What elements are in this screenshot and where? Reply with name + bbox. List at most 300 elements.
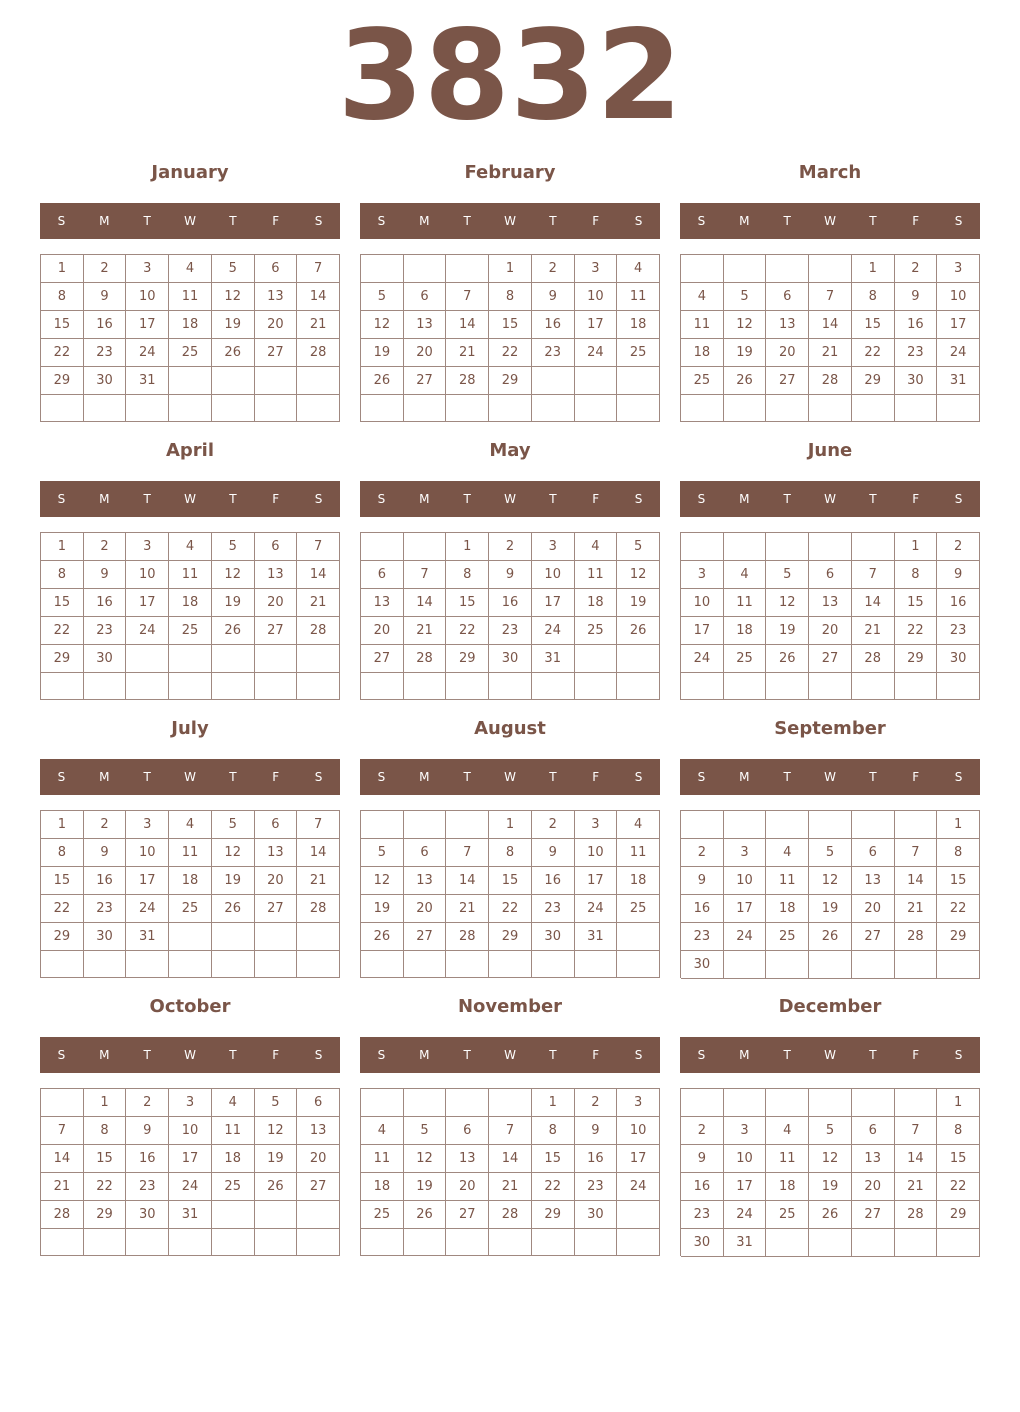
day-cell: 27 [809, 645, 852, 673]
day-cell: 27 [446, 1201, 489, 1229]
weekday-label: S [697, 214, 706, 228]
day-cell: 20 [766, 339, 809, 367]
day-cell: 24 [724, 1201, 767, 1229]
empty-day-cell [575, 951, 618, 978]
weekday-label: F [272, 1048, 280, 1062]
day-cell: 3 [169, 1089, 212, 1117]
day-cell: 12 [361, 867, 404, 895]
day-cell: 7 [446, 839, 489, 867]
day-cell: 14 [895, 1145, 938, 1173]
empty-day-cell [724, 951, 767, 979]
empty-day-cell [41, 951, 84, 978]
day-cell: 7 [489, 1117, 532, 1145]
month-name: June [807, 440, 853, 461]
weekday-header [360, 203, 660, 239]
day-cell: 18 [575, 589, 618, 617]
day-cell: 10 [169, 1117, 212, 1145]
day-cell: 21 [446, 895, 489, 923]
day-cell: 13 [766, 311, 809, 339]
day-cell: 23 [489, 617, 532, 645]
day-cell: 30 [937, 645, 980, 673]
weekday-label: M [739, 492, 750, 506]
day-cell: 29 [41, 923, 84, 951]
day-cell: 22 [41, 895, 84, 923]
day-cell: 14 [895, 867, 938, 895]
weekday-label: S [697, 492, 706, 506]
empty-day-cell [532, 367, 575, 395]
day-grid [680, 1088, 980, 1256]
empty-day-cell [41, 1089, 84, 1117]
day-cell: 8 [84, 1117, 127, 1145]
day-cell: 9 [575, 1117, 618, 1145]
month-name: July [171, 718, 209, 739]
weekday-header [360, 1037, 660, 1073]
day-cell: 21 [895, 1173, 938, 1201]
empty-day-cell [446, 951, 489, 978]
day-cell: 27 [297, 1173, 340, 1201]
day-cell: 12 [617, 561, 660, 589]
empty-day-cell [446, 673, 489, 700]
day-cell: 26 [809, 923, 852, 951]
day-cell: 5 [361, 839, 404, 867]
weekday-label: T [463, 770, 471, 784]
day-cell: 17 [126, 311, 169, 339]
day-cell: 30 [84, 367, 127, 395]
weekday-label: S [57, 1048, 66, 1062]
empty-day-cell [169, 395, 212, 422]
empty-day-cell [681, 533, 724, 561]
empty-day-cell [297, 395, 340, 422]
day-grid [680, 810, 980, 978]
day-cell: 12 [361, 311, 404, 339]
weekday-label: T [229, 214, 237, 228]
weekday-header [40, 481, 340, 517]
weekday-label: T [463, 214, 471, 228]
day-cell: 14 [297, 839, 340, 867]
empty-day-cell [852, 395, 895, 422]
weekday-label: S [377, 770, 386, 784]
day-cell: 4 [169, 811, 212, 839]
day-cell: 20 [404, 339, 447, 367]
day-cell: 19 [361, 895, 404, 923]
day-cell: 12 [766, 589, 809, 617]
weekday-label: F [912, 492, 920, 506]
day-cell: 13 [255, 561, 298, 589]
day-cell: 8 [937, 839, 980, 867]
day-cell: 29 [41, 367, 84, 395]
day-cell: 1 [895, 533, 938, 561]
weekday-label: W [184, 770, 196, 784]
weekday-header [40, 759, 340, 795]
weekday-label: W [824, 492, 836, 506]
day-cell: 15 [489, 311, 532, 339]
day-cell: 27 [255, 617, 298, 645]
empty-day-cell [895, 673, 938, 700]
day-cell: 9 [84, 283, 127, 311]
day-cell: 13 [255, 839, 298, 867]
empty-day-cell [297, 1201, 340, 1229]
day-cell: 19 [809, 895, 852, 923]
month-name: December [778, 996, 882, 1017]
empty-day-cell [617, 645, 660, 673]
day-cell: 22 [489, 895, 532, 923]
day-cell: 2 [681, 839, 724, 867]
empty-day-cell [489, 1229, 532, 1256]
day-cell: 17 [681, 617, 724, 645]
day-cell: 7 [41, 1117, 84, 1145]
day-cell: 1 [41, 811, 84, 839]
day-grid [680, 254, 980, 422]
day-cell: 18 [169, 311, 212, 339]
day-cell: 8 [41, 283, 84, 311]
empty-day-cell [489, 673, 532, 700]
day-cell: 27 [255, 895, 298, 923]
day-cell: 22 [937, 1173, 980, 1201]
empty-day-cell [766, 1229, 809, 1257]
empty-day-cell [724, 533, 767, 561]
empty-day-cell [126, 645, 169, 673]
empty-day-cell [937, 1229, 980, 1257]
day-cell: 7 [852, 561, 895, 589]
day-cell: 14 [489, 1145, 532, 1173]
empty-day-cell [126, 1229, 169, 1256]
empty-day-cell [724, 255, 767, 283]
empty-day-cell [532, 951, 575, 978]
day-cell: 22 [852, 339, 895, 367]
day-cell: 13 [297, 1117, 340, 1145]
day-cell: 2 [937, 533, 980, 561]
weekday-label: S [314, 770, 323, 784]
day-cell: 4 [681, 283, 724, 311]
day-cell: 6 [809, 561, 852, 589]
day-cell: 25 [617, 895, 660, 923]
weekday-label: M [419, 1048, 430, 1062]
day-cell: 13 [809, 589, 852, 617]
month-name: November [457, 996, 563, 1017]
day-cell: 17 [724, 895, 767, 923]
day-cell: 28 [297, 339, 340, 367]
weekday-label: T [143, 492, 151, 506]
year-title: 3832 [337, 4, 683, 148]
empty-day-cell [617, 673, 660, 700]
empty-day-cell [937, 395, 980, 422]
day-cell: 24 [532, 617, 575, 645]
day-cell: 28 [895, 1201, 938, 1229]
day-cell: 16 [532, 867, 575, 895]
day-cell: 2 [575, 1089, 618, 1117]
empty-day-cell [895, 951, 938, 979]
empty-day-cell [617, 1229, 660, 1256]
empty-day-cell [575, 367, 618, 395]
empty-day-cell [681, 673, 724, 700]
empty-day-cell [169, 645, 212, 673]
day-cell: 25 [766, 1201, 809, 1229]
day-cell: 1 [489, 811, 532, 839]
day-cell: 30 [126, 1201, 169, 1229]
day-cell: 18 [361, 1173, 404, 1201]
weekday-label: M [99, 214, 110, 228]
day-cell: 24 [126, 339, 169, 367]
day-cell: 11 [617, 283, 660, 311]
empty-day-cell [617, 367, 660, 395]
weekday-label: S [57, 770, 66, 784]
day-cell: 1 [489, 255, 532, 283]
weekday-label: T [549, 770, 557, 784]
empty-day-cell [404, 1229, 447, 1256]
weekday-label: S [634, 770, 643, 784]
empty-day-cell [937, 673, 980, 700]
empty-day-cell [404, 951, 447, 978]
day-cell: 11 [617, 839, 660, 867]
day-cell: 1 [852, 255, 895, 283]
day-cell: 13 [446, 1145, 489, 1173]
weekday-label: W [504, 214, 516, 228]
day-cell: 8 [489, 283, 532, 311]
empty-day-cell [617, 1201, 660, 1229]
empty-day-cell [361, 951, 404, 978]
day-cell: 23 [84, 339, 127, 367]
day-cell: 1 [937, 1089, 980, 1117]
day-cell: 30 [681, 951, 724, 979]
empty-day-cell [489, 395, 532, 422]
day-cell: 17 [575, 311, 618, 339]
empty-day-cell [532, 673, 575, 700]
weekday-header [360, 481, 660, 517]
day-cell: 21 [297, 311, 340, 339]
day-cell: 9 [532, 839, 575, 867]
weekday-label: F [592, 770, 600, 784]
day-cell: 16 [681, 1173, 724, 1201]
day-cell: 7 [895, 839, 938, 867]
empty-day-cell [126, 673, 169, 700]
day-cell: 11 [681, 311, 724, 339]
day-cell: 27 [852, 923, 895, 951]
day-cell: 21 [297, 867, 340, 895]
empty-day-cell [126, 395, 169, 422]
day-cell: 16 [84, 867, 127, 895]
day-cell: 4 [766, 839, 809, 867]
weekday-header [40, 1037, 340, 1073]
day-cell: 28 [895, 923, 938, 951]
weekday-label: S [634, 492, 643, 506]
day-cell: 5 [766, 561, 809, 589]
day-cell: 11 [766, 1145, 809, 1173]
empty-day-cell [212, 673, 255, 700]
day-cell: 26 [361, 367, 404, 395]
day-cell: 22 [895, 617, 938, 645]
month-name: April [165, 440, 215, 461]
day-cell: 15 [489, 867, 532, 895]
day-cell: 20 [255, 311, 298, 339]
empty-day-cell [489, 951, 532, 978]
day-cell: 3 [126, 811, 169, 839]
empty-day-cell [724, 395, 767, 422]
day-cell: 1 [41, 255, 84, 283]
day-cell: 18 [169, 867, 212, 895]
weekday-label: S [377, 1048, 386, 1062]
day-cell: 14 [41, 1145, 84, 1173]
day-grid [360, 254, 660, 422]
month-name: January [151, 162, 229, 183]
day-cell: 25 [169, 617, 212, 645]
day-cell: 6 [255, 811, 298, 839]
empty-day-cell [404, 811, 447, 839]
day-cell: 2 [532, 811, 575, 839]
empty-day-cell [681, 255, 724, 283]
month-name: May [489, 440, 531, 461]
empty-day-cell [212, 367, 255, 395]
day-cell: 21 [404, 617, 447, 645]
weekday-label: T [549, 492, 557, 506]
day-cell: 3 [724, 1117, 767, 1145]
day-cell: 1 [41, 533, 84, 561]
empty-day-cell [809, 395, 852, 422]
empty-day-cell [766, 395, 809, 422]
day-cell: 7 [809, 283, 852, 311]
day-cell: 17 [532, 589, 575, 617]
weekday-label: W [824, 214, 836, 228]
day-cell: 25 [766, 923, 809, 951]
day-cell: 19 [809, 1173, 852, 1201]
day-cell: 6 [446, 1117, 489, 1145]
day-cell: 1 [446, 533, 489, 561]
weekday-label: T [229, 770, 237, 784]
day-cell: 10 [532, 561, 575, 589]
weekday-label: S [314, 214, 323, 228]
day-cell: 26 [255, 1173, 298, 1201]
day-cell: 29 [489, 923, 532, 951]
day-cell: 4 [212, 1089, 255, 1117]
weekday-label: S [377, 492, 386, 506]
day-cell: 23 [937, 617, 980, 645]
empty-day-cell [575, 395, 618, 422]
month-name: August [474, 718, 546, 739]
weekday-label: F [592, 492, 600, 506]
empty-day-cell [895, 395, 938, 422]
day-cell: 7 [446, 283, 489, 311]
day-cell: 1 [84, 1089, 127, 1117]
empty-day-cell [404, 673, 447, 700]
day-grid [360, 810, 660, 978]
weekday-label: T [229, 492, 237, 506]
weekday-label: T [143, 770, 151, 784]
day-cell: 19 [212, 867, 255, 895]
day-cell: 23 [126, 1173, 169, 1201]
day-cell: 18 [212, 1145, 255, 1173]
day-cell: 23 [681, 923, 724, 951]
weekday-label: T [549, 1048, 557, 1062]
day-cell: 31 [937, 367, 980, 395]
weekday-label: M [419, 770, 430, 784]
day-cell: 4 [361, 1117, 404, 1145]
day-cell: 23 [84, 895, 127, 923]
weekday-header [680, 1037, 980, 1073]
empty-day-cell [937, 951, 980, 979]
weekday-label: M [99, 770, 110, 784]
day-cell: 30 [532, 923, 575, 951]
day-cell: 21 [895, 895, 938, 923]
weekday-label: T [463, 1048, 471, 1062]
day-cell: 30 [575, 1201, 618, 1229]
day-cell: 26 [766, 645, 809, 673]
empty-day-cell [361, 255, 404, 283]
day-cell: 8 [489, 839, 532, 867]
weekday-label: M [99, 492, 110, 506]
day-cell: 11 [766, 867, 809, 895]
day-cell: 22 [532, 1173, 575, 1201]
empty-day-cell [41, 1229, 84, 1256]
day-cell: 15 [41, 867, 84, 895]
day-cell: 3 [681, 561, 724, 589]
day-cell: 27 [852, 1201, 895, 1229]
empty-day-cell [361, 811, 404, 839]
day-cell: 9 [84, 839, 127, 867]
empty-day-cell [361, 395, 404, 422]
empty-day-cell [41, 395, 84, 422]
day-cell: 27 [766, 367, 809, 395]
day-cell: 26 [212, 895, 255, 923]
day-cell: 24 [575, 339, 618, 367]
month-name: October [149, 996, 231, 1017]
day-cell: 31 [575, 923, 618, 951]
day-cell: 16 [895, 311, 938, 339]
day-cell: 12 [404, 1145, 447, 1173]
weekday-label: S [697, 770, 706, 784]
day-cell: 13 [255, 283, 298, 311]
day-cell: 6 [297, 1089, 340, 1117]
weekday-label: W [504, 1048, 516, 1062]
weekday-label: S [634, 1048, 643, 1062]
empty-day-cell [212, 923, 255, 951]
weekday-label: T [783, 770, 791, 784]
day-cell: 20 [297, 1145, 340, 1173]
empty-day-cell [895, 811, 938, 839]
day-cell: 16 [937, 589, 980, 617]
day-cell: 21 [446, 339, 489, 367]
month-name: September [774, 718, 886, 739]
day-cell: 22 [489, 339, 532, 367]
weekday-label: S [954, 770, 963, 784]
day-cell: 16 [575, 1145, 618, 1173]
day-cell: 24 [126, 895, 169, 923]
day-grid [360, 1088, 660, 1256]
day-cell: 2 [681, 1117, 724, 1145]
empty-day-cell [404, 395, 447, 422]
day-cell: 11 [575, 561, 618, 589]
day-cell: 15 [446, 589, 489, 617]
empty-day-cell [809, 255, 852, 283]
day-cell: 18 [681, 339, 724, 367]
day-cell: 13 [404, 867, 447, 895]
day-cell: 29 [852, 367, 895, 395]
day-cell: 19 [255, 1145, 298, 1173]
empty-day-cell [361, 533, 404, 561]
day-cell: 12 [255, 1117, 298, 1145]
weekday-label: S [634, 214, 643, 228]
day-cell: 31 [532, 645, 575, 673]
day-cell: 10 [575, 283, 618, 311]
day-cell: 16 [126, 1145, 169, 1173]
empty-day-cell [41, 673, 84, 700]
day-cell: 15 [532, 1145, 575, 1173]
day-cell: 19 [724, 339, 767, 367]
day-cell: 20 [852, 1173, 895, 1201]
empty-day-cell [766, 1089, 809, 1117]
weekday-label: M [739, 770, 750, 784]
empty-day-cell [809, 673, 852, 700]
day-cell: 14 [297, 561, 340, 589]
empty-day-cell [255, 673, 298, 700]
